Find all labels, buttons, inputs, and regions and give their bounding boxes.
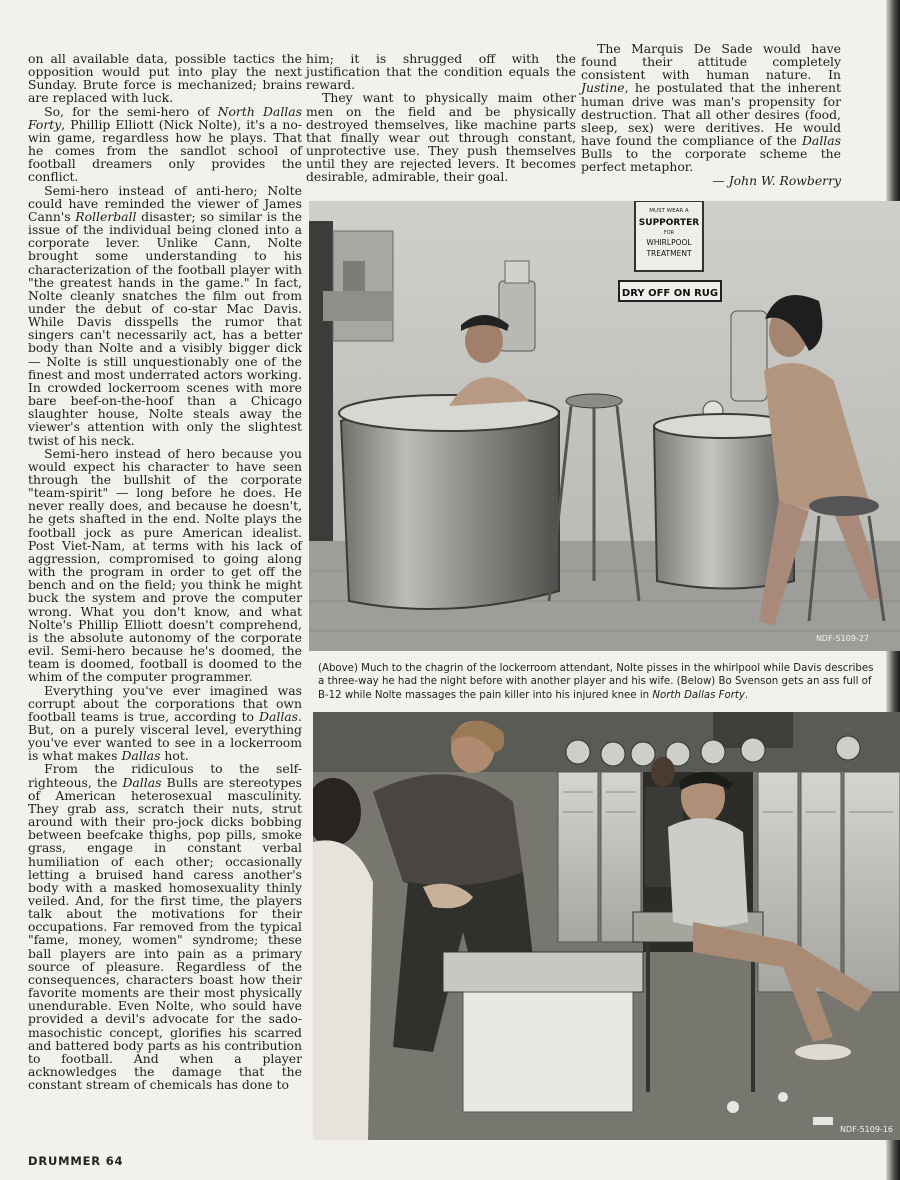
sign-supporter	[635, 201, 703, 271]
svg-text:FOR: FOR	[663, 230, 675, 236]
svg-text:MUST WEAR A: MUST WEAR A	[649, 208, 689, 214]
caption-line: (Above) Much to the chagrin of the lockerroom attendant, Nolte pisses in the whirlpool while Davis describes	[318, 663, 874, 674]
page-footer: DRUMMER 64	[28, 1154, 124, 1168]
paragraph: From the ridiculous to the self-righteous, the Dallas Bulls are stereotypes of American heterosexual masculinity. They grab ass, scratch their nuts, strut around with their pro-jock dicks bobbing between beefcake thighs, pop pills, smoke grass, engage in constant verbal humiliation of each other; occasionally letting a bruised hand caress another's body with a masked homosexuality thinly veiled. And, for the first time, the players talk about the motivations for their occupations. Far removed from the typical "fame, money, women" syndrome; these ball players are into pain as a primary source of pleasure. Regardless of the consequences, characters boast how their favorite moments are their most physically unendurable. Even Nolte, who sould have provided a devil's advocate for the sado-masochistic concept, glorifies his scarred and battered body parts as his contribution to football. And when a player acknowledges the damage that the constant stream of chemicals has done to	[28, 761, 302, 1093]
svg-text:WHIRLPOOL: WHIRLPOOL	[646, 238, 692, 247]
paragraph: Everything you've ever imagined was corrupt about the corporations that own football teams is true, according to Dallas. But, on a purely visceral level, everything you've ever wanted to see in a lockerroom is what makes Dallas hot.	[28, 682, 302, 764]
paragraph: So, for the semi-hero of North Dallas Forty, Phillip Elliott (Nick Nolte), it's a no-win game, regardless how he plays. That he comes from the sandlot school of football dreamers only provides the conflict.	[28, 103, 302, 185]
author-byline: — John W. Rowberry	[712, 172, 841, 188]
svg-text:SUPPORTER: SUPPORTER	[638, 218, 700, 228]
photo-lockerroom-scene	[313, 712, 900, 1140]
paragraph: The Marquis De Sade would have found their attitude completely consistent with human nature. In Justine, he postulated that the inherent human drive was man's propensity for destruction. That all other desires (food, sleep, sex) were deritives. He would have found the compliance of the Dallas Bulls to the corporate scheme the perfect metaphor.	[581, 41, 841, 175]
article-column-2	[306, 52, 576, 184]
sign-dry-off	[619, 281, 721, 301]
photo-stamp: NDF-5109-16	[839, 1125, 893, 1134]
caption-line: B-12 while Nolte massages the pain killer into his injured knee in North Dallas Forty.	[318, 689, 749, 701]
paragraph: Semi-hero instead of anti-hero; Nolte could have reminded the viewer of James Cann's Rollerball disaster; so similar is the issue of the individual being cloned into a corporate lever. Unlike Cann, Nolte brought some understanding to his characterization of the football player with "the greatest hands in the game." In fact, Nolte cleanly snatches the film out from under the debut of co-star Mac Davis. While Davis disspells the rumor that singers can't necessarily act, has a better body than Nolte and a visibly bigger dick — Nolte is still unquestionably one of the finest and most underrated actors working. In crowded lockerroom scenes with more bare beef-on-the-hoof than a Chicago slaughter house, Nolte steals away the viewer's attention with only the slightest twist of his neck.	[28, 182, 302, 448]
photo-stamp: NDF-5109-27	[815, 634, 869, 643]
paragraph: on all available data, possible tactics the opposition would put into play the next Sunday. Brute force is mechanized; brains are replaced with luck.	[28, 51, 302, 106]
svg-text:DRY OFF ON RUG: DRY OFF ON RUG	[621, 288, 719, 299]
paragraph: Semi-hero instead of hero because you would expect his character to have seen through the bullshit of the corporate "team-spirit" — long before he does. He never really does, and because he doesn't, he gets shafted in the end. Nolte plays the football jock as pure American idealist. Post Viet-Nam, at terms with his lack of aggression, compromised to going along with the program in order to get off the bench and on the field; you think he might buck the system and prove the computer wrong. What you don't know, and what Nolte's Phillip Elliott doesn't comprehend, is the absolute autonomy of the corporate evil. Semi-hero because he's doomed, the team is doomed, football is doomed to the whim of the computer programmer.	[28, 445, 302, 685]
caption-line: a three-way he had the night before with another player and his wife. (Below) Bo Svenson gets an ass full of	[318, 676, 872, 688]
svg-text:TREATMENT: TREATMENT	[646, 249, 692, 258]
photo-whirlpool-scene	[309, 201, 900, 651]
paragraph: They want to physically maim other men on the field and be physically destroyed themselves, like machine parts that finally wear out through constant, unprotective use. They push themselves until they are rejected levers. It becomes desirable, admirable, their goal.	[306, 90, 576, 185]
article-column-1	[28, 52, 302, 1091]
paragraph: him; it is shrugged off with the justification that the condition equals the reward.	[306, 51, 576, 93]
article-column-3	[581, 42, 841, 187]
photo-caption	[318, 662, 900, 702]
